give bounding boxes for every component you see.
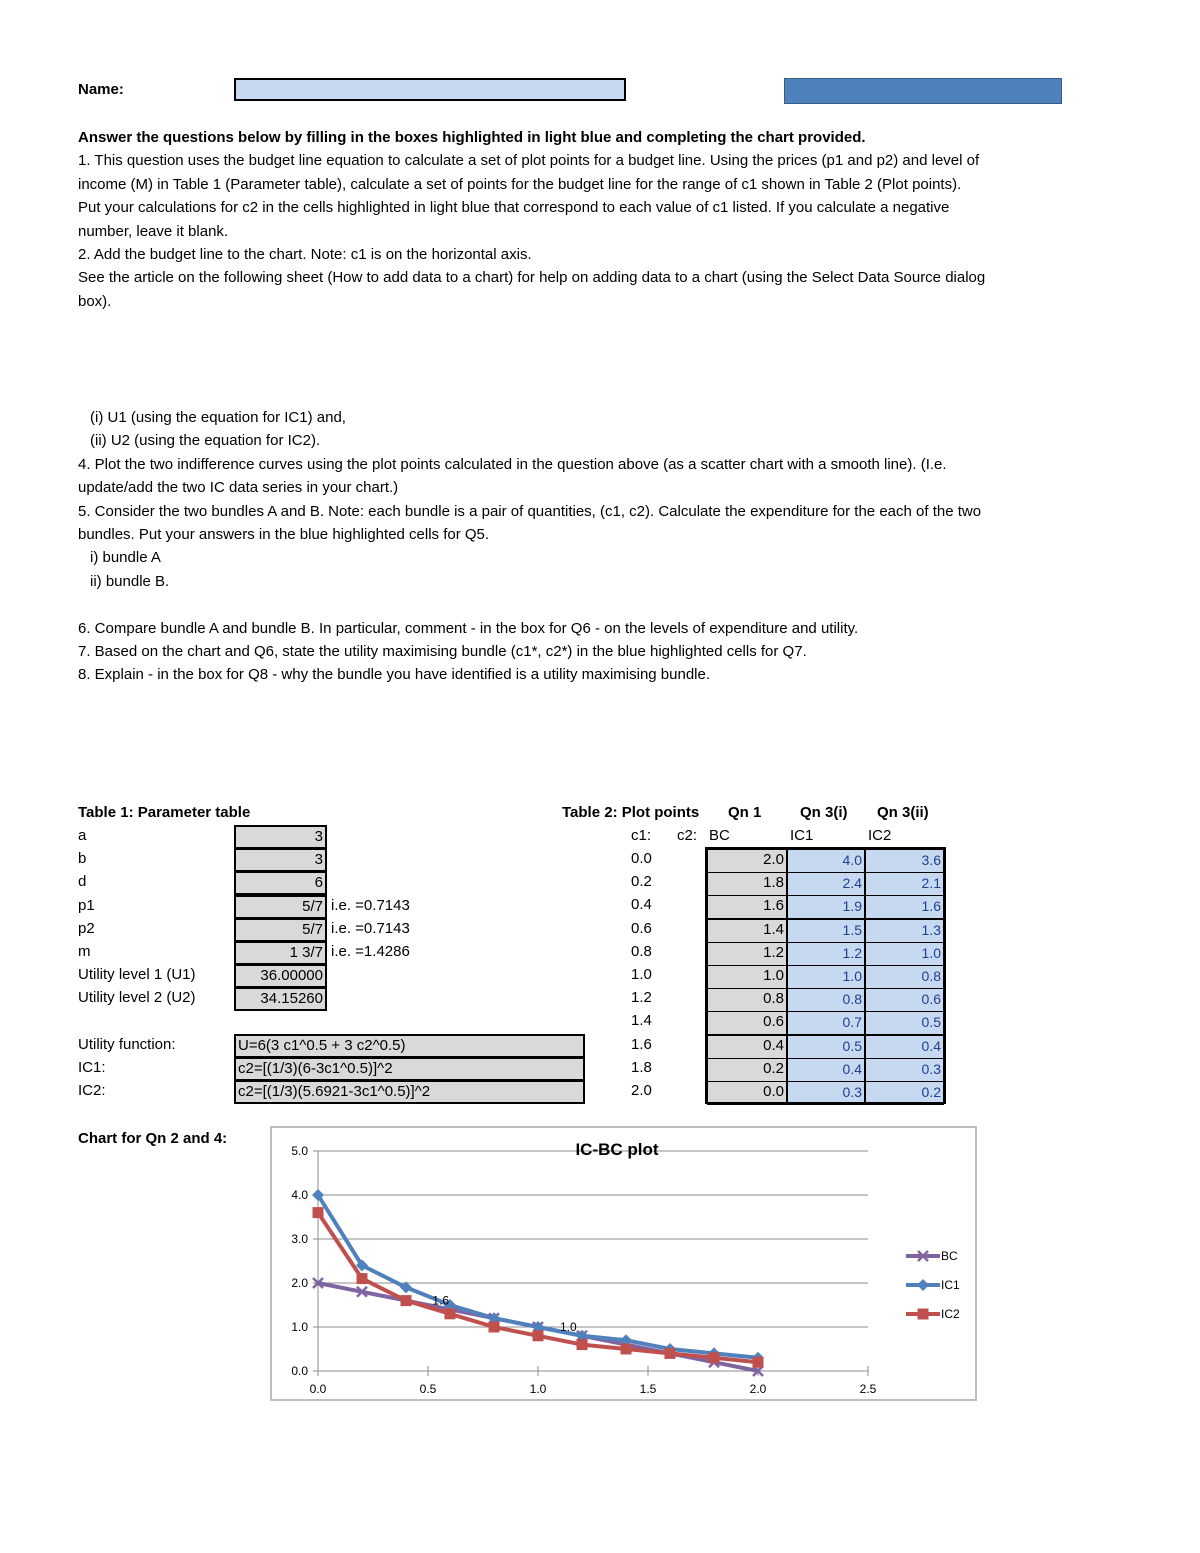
data-point	[533, 1330, 544, 1341]
c1-header: c1:	[631, 827, 652, 844]
param-note: i.e. =0.7143	[331, 896, 410, 914]
data-point	[753, 1357, 764, 1368]
c2-header: c2:	[677, 827, 698, 844]
qn3ii-header: Qn 3(ii)	[877, 804, 929, 821]
plot-ic2-value[interactable]: 0.3	[865, 1058, 944, 1082]
ic2-label: IC2:	[78, 1082, 106, 1099]
param-value: 5/7	[234, 918, 327, 942]
plot-bc-value[interactable]: 0.6	[707, 1011, 787, 1035]
q7-text: 7. Based on the chart and Q6, state the utility maximising bundle (c1*, c2*) in the blue highlighted cells for Q7.	[78, 643, 807, 661]
x-tick-label: 2.5	[859, 1382, 877, 1396]
utility-function-box: U=6(3 c1^0.5 + 3 c2^0.5)	[234, 1034, 585, 1058]
plot-c1-value: 1.6	[631, 1035, 652, 1053]
plot-ic1-value[interactable]: 2.4	[787, 872, 865, 896]
x-tick-label: 1.0	[529, 1382, 547, 1396]
plot-c1-value: 0.2	[631, 873, 652, 891]
plot-bc-value[interactable]: 0.2	[707, 1058, 787, 1082]
param-value: 34.15260	[234, 987, 327, 1011]
plot-ic1-value[interactable]: 0.7	[787, 1011, 865, 1035]
param-value: 3	[234, 848, 327, 872]
param-label: p2	[78, 919, 95, 937]
plot-bc-value[interactable]: 0.0	[707, 1081, 787, 1105]
plot-c1-value: 1.0	[631, 966, 652, 983]
y-tick-label: 5.0	[291, 1144, 308, 1158]
ic2-equation-box: c2=[(1/3)(5.6921-3c1^0.5)]^2	[234, 1080, 585, 1104]
legend-label: IC1	[941, 1278, 960, 1292]
q4-text-1: 4. Plot the two indifference curves using the plot points calculated in the question above (as a scatter chart with a smooth line). (I.e.	[78, 455, 947, 473]
plot-c1-value: 2.0	[631, 1082, 652, 1099]
plot-ic2-value[interactable]: 0.6	[865, 988, 944, 1012]
plot-c1-value: 0.8	[631, 942, 652, 960]
y-tick-label: 3.0	[291, 1232, 308, 1246]
plot-ic1-value[interactable]: 1.2	[787, 942, 865, 966]
param-label: d	[78, 873, 87, 891]
y-tick-label: 2.0	[291, 1276, 308, 1290]
plot-c1-value: 1.4	[631, 1012, 652, 1030]
instructions-intro: Answer the questions below by filling in the boxes highlighted in light blue and completing the chart provided.	[78, 129, 866, 146]
q1-text-1: 1. This question uses the budget line equation to calculate a set of plot points for a budget line. Using the prices (p1 and p2) and level of	[78, 152, 980, 170]
param-value: 3	[234, 825, 327, 849]
plot-c1-value: 1.8	[631, 1058, 652, 1076]
data-point	[918, 1309, 929, 1320]
param-note: i.e. =1.4286	[331, 943, 410, 960]
data-point	[577, 1339, 588, 1350]
plot-bc-value[interactable]: 1.4	[707, 919, 787, 943]
plot-ic1-value[interactable]: 0.4	[787, 1058, 865, 1082]
data-point	[917, 1279, 929, 1291]
data-point	[401, 1295, 412, 1306]
plot-ic2-value[interactable]: 1.3	[865, 919, 944, 943]
param-label: Utility level 2 (U2)	[78, 989, 196, 1007]
name-blue-box[interactable]	[784, 78, 1062, 104]
param-label: b	[78, 850, 87, 868]
x-tick-label: 1.5	[639, 1382, 657, 1396]
param-value: 36.00000	[234, 964, 327, 988]
plot-ic2-value[interactable]: 1.6	[865, 895, 944, 919]
ic2-header: IC2	[868, 827, 892, 844]
q2-text-2: See the article on the following sheet (How to add data to a chart) for help on adding data to a chart (using the Select Data Source dialog	[78, 269, 986, 287]
q5-ii: ii) bundle B.	[90, 572, 170, 590]
q6-text: 6. Compare bundle A and bundle B. In particular, comment - in the box for Q6 - on the levels of expenditure and utility.	[78, 619, 859, 637]
plot-ic2-value[interactable]: 0.8	[865, 965, 944, 989]
ic-bc-chart	[272, 1128, 975, 1399]
x-tick-label: 0.0	[309, 1382, 327, 1396]
data-point	[357, 1273, 368, 1284]
param-value: 6	[234, 871, 327, 895]
param-label: a	[78, 827, 87, 844]
plot-bc-value[interactable]: 1.2	[707, 942, 787, 966]
param-note: i.e. =0.7143	[331, 919, 410, 937]
plot-ic2-value[interactable]: 3.6	[865, 849, 944, 873]
plot-c1-value: 0.6	[631, 919, 652, 937]
y-tick-label: 0.0	[291, 1364, 308, 1378]
plot-ic2-value[interactable]: 2.1	[865, 872, 944, 896]
utility-label: Utility function:	[78, 1036, 176, 1053]
param-value: 1 3/7	[234, 941, 327, 965]
data-point	[313, 1207, 324, 1218]
plot-bc-value[interactable]: 1.6	[707, 895, 787, 919]
ic1-equation-box: c2=[(1/3)(6-3c1^0.5)]^2	[234, 1057, 585, 1081]
name-label: Name:	[78, 81, 124, 98]
data-label: 1.0	[560, 1320, 577, 1334]
x-tick-label: 0.5	[419, 1382, 437, 1396]
plot-ic1-value[interactable]: 0.8	[787, 988, 865, 1012]
table1-title: Table 1: Parameter table	[78, 804, 251, 821]
plot-ic2-value[interactable]: 0.4	[865, 1035, 944, 1059]
plot-bc-value[interactable]: 2.0	[707, 849, 787, 873]
instructions-block	[78, 126, 1078, 313]
param-value: 5/7	[234, 895, 327, 919]
chart-label: Chart for Qn 2 and 4:	[78, 1130, 228, 1147]
plot-c1-value: 0.4	[631, 896, 652, 914]
q5-text-2: bundles. Put your answers in the blue highlighted cells for Q5.	[78, 526, 490, 544]
q3-i: (i) U1 (using the equation for IC1) and,	[90, 409, 346, 426]
q2-text-3: box).	[78, 292, 112, 310]
plot-bc-value[interactable]: 1.8	[707, 872, 787, 896]
plot-ic1-value[interactable]: 1.9	[787, 895, 865, 919]
q8-text: 8. Explain - in the box for Q8 - why the bundle you have identified is a utility maximising bundle.	[78, 666, 711, 684]
q5-text-1: 5. Consider the two bundles A and B. Note: each bundle is a pair of quantities, (c1, c2). Calculate the expenditure for the each of the two	[78, 502, 982, 520]
y-tick-label: 1.0	[291, 1320, 308, 1334]
q1-text-3: Put your calculations for c2 in the cells highlighted in light blue that correspond to each value of c1 listed. If you calculate a negative	[78, 199, 950, 217]
chart-title: IC-BC plot	[575, 1140, 659, 1159]
q4-text-2: update/add the two IC data series in your chart.)	[78, 479, 399, 497]
plot-bc-value[interactable]: 0.8	[707, 988, 787, 1012]
plot-ic2-value[interactable]: 1.0	[865, 942, 944, 966]
data-point	[709, 1352, 720, 1363]
chart-area[interactable]	[270, 1126, 977, 1401]
name-input[interactable]	[234, 78, 626, 101]
qn3i-header: Qn 3(i)	[800, 804, 848, 821]
plot-ic1-value[interactable]: 1.0	[787, 965, 865, 989]
plot-ic2-value[interactable]: 0.2	[865, 1081, 944, 1105]
param-label: Utility level 1 (U1)	[78, 966, 196, 984]
plot-ic1-value[interactable]: 1.5	[787, 919, 865, 943]
data-point	[489, 1322, 500, 1333]
plot-bc-value[interactable]: 0.4	[707, 1035, 787, 1059]
x-tick-label: 2.0	[749, 1382, 767, 1396]
data-point	[445, 1308, 456, 1319]
y-tick-label: 4.0	[291, 1188, 308, 1202]
plot-ic2-value[interactable]: 0.5	[865, 1011, 944, 1035]
instructions-block-2	[78, 406, 1078, 687]
q3-ii: (ii) U2 (using the equation for IC2).	[90, 432, 321, 450]
plot-c1-value: 0.0	[631, 850, 652, 867]
plot-ic1-value[interactable]: 0.3	[787, 1081, 865, 1105]
plot-bc-value[interactable]: 1.0	[707, 965, 787, 989]
ic1-header: IC1	[790, 827, 814, 844]
q2-text-1: 2. Add the budget line to the chart. Note: c1 is on the horizontal axis.	[78, 246, 532, 264]
param-label: p1	[78, 896, 95, 914]
plot-ic1-value[interactable]: 0.5	[787, 1035, 865, 1059]
q5-i: i) bundle A	[90, 549, 161, 567]
legend-label: BC	[941, 1249, 958, 1263]
table2-title: Table 2: Plot points	[562, 804, 700, 821]
q1-text-4: number, leave it blank.	[78, 222, 229, 240]
data-point	[665, 1348, 676, 1359]
qn1-header: Qn 1	[728, 804, 762, 821]
q1-text-2: income (M) in Table 1 (Parameter table), calculate a set of points for the budget line for the range of c1 shown in Table 2 (Plot points).	[78, 175, 962, 193]
legend-label: IC2	[941, 1307, 960, 1321]
data-point	[621, 1344, 632, 1355]
plot-c1-value: 1.2	[631, 989, 652, 1007]
plot-ic1-value[interactable]: 4.0	[787, 849, 865, 873]
ic1-label: IC1:	[78, 1059, 106, 1076]
bc-header: BC	[709, 827, 730, 844]
data-label: 1.6	[432, 1293, 450, 1308]
param-label: m	[78, 943, 91, 960]
